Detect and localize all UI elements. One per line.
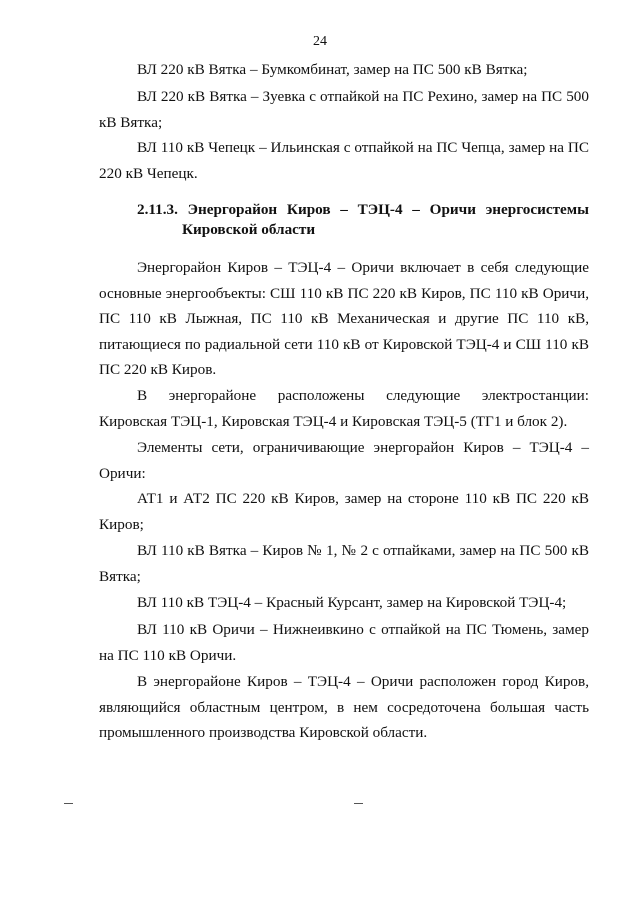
- scan-mark-center: [354, 803, 363, 804]
- paragraph-at1-at2: АТ1 и АТ2 ПС 220 кВ Киров, замер на стороне 110 кВ ПС 220 кВ Киров;: [99, 490, 589, 533]
- paragraph-vl-vyatka-bumkombinat: ВЛ 220 кВ Вятка – Бумкомбинат, замер на ПС 500 кВ Вятка;: [137, 61, 528, 78]
- paragraph-vl-orichi-nizhneivkino: ВЛ 110 кВ Оричи – Нижнеивкино с отпайкой на ПС Тюмень, замер на ПС 110 кВ Оричи.: [99, 621, 589, 664]
- section-heading: 2.11.3. Энергорайон Киров – ТЭЦ-4 – Оричи энергосистемы: [137, 201, 589, 218]
- paragraph-kirov-city: В энергорайоне Киров – ТЭЦ-4 – Оричи расположен город Киров, являющийся областным центром, в нем сосредоточена большая часть промышленного производства Кировской области.: [99, 673, 589, 741]
- paragraph-vl-tec4-krasny-kursant: ВЛ 110 кВ ТЭЦ-4 – Красный Курсант, замер на Кировской ТЭЦ-4;: [137, 594, 567, 611]
- paragraph-energorayon-description: Энергорайон Киров – ТЭЦ-4 – Оричи включает в себя следующие основные энергообъекты: СШ 110 кВ ПС 220 кВ Киров, ПС 110 кВ Оричи, ПС 110 кВ Лыжная, ПС 110 кВ Механическая и другие ПС 110 кВ, питающиеся по радиальной сети 110 кВ от Кировской ТЭЦ-4 и СШ 110 кВ ПС 220 кВ Киров.: [99, 259, 589, 378]
- paragraph-vl-vyatka-zuevka: ВЛ 220 кВ Вятка – Зуевка с отпайкой на ПС Рехино, замер на ПС 500 кВ Вятка;: [99, 88, 589, 131]
- paragraph-network-elements: Элементы сети, ограничивающие энергорайон Киров – ТЭЦ-4 – Оричи:: [99, 439, 589, 482]
- page-number: 24: [313, 34, 327, 49]
- paragraph-power-stations: В энергорайоне расположены следующие электростанции: Кировская ТЭЦ-1, Кировская ТЭЦ-4 и Кировская ТЭЦ-5 (ТГ1 и блок 2).: [99, 387, 589, 430]
- scan-mark-left: [64, 803, 73, 804]
- section-heading-line2: Кировской области: [182, 221, 316, 238]
- paragraph-vl-chepetsk-ilinskaya: ВЛ 110 кВ Чепецк – Ильинская с отпайкой на ПС Чепца, замер на ПС 220 кВ Чепецк.: [99, 139, 589, 182]
- paragraph-vl-vyatka-kirov: ВЛ 110 кВ Вятка – Киров № 1, № 2 с отпайками, замер на ПС 500 кВ Вятка;: [99, 542, 589, 585]
